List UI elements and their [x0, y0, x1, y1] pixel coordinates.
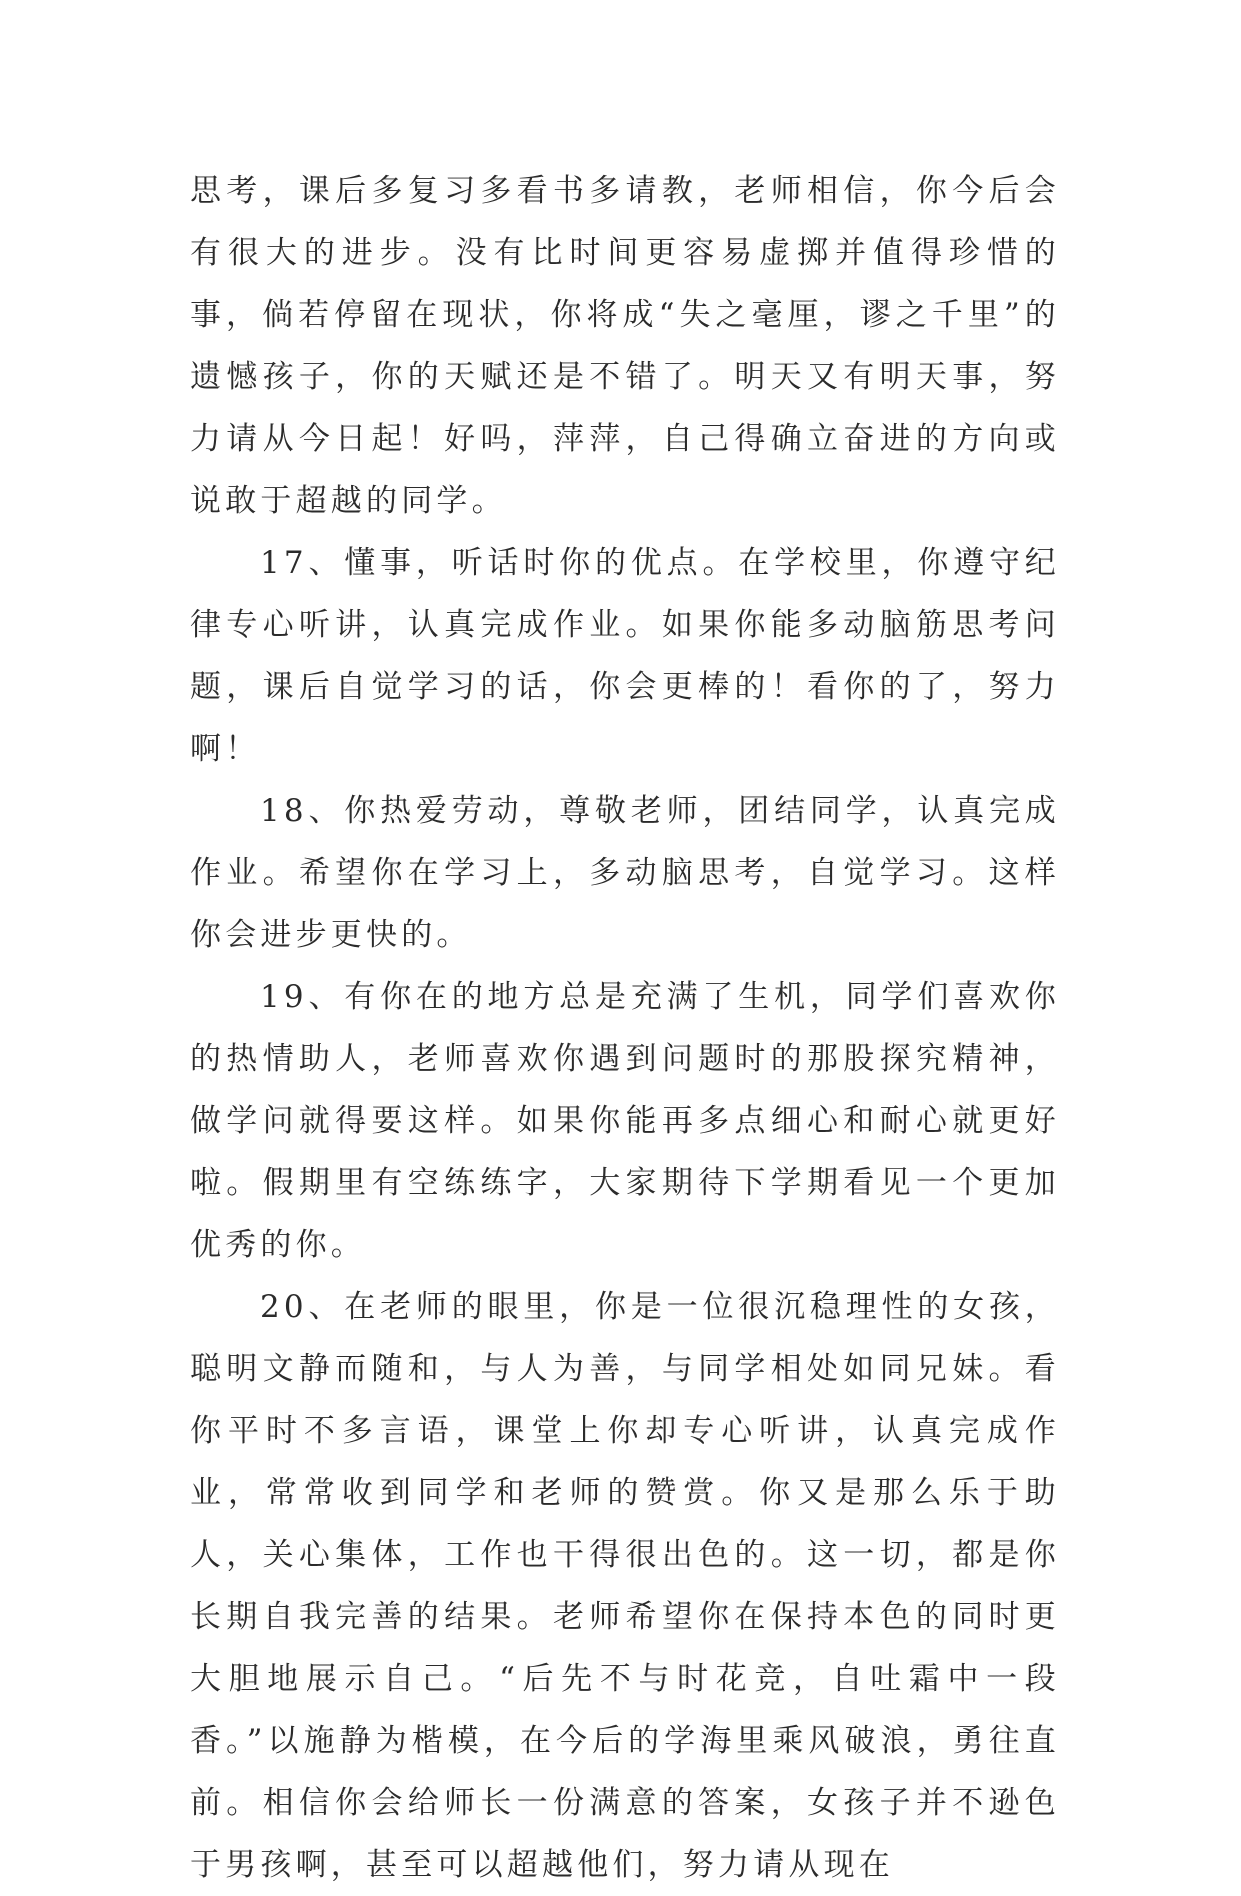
- document-page: [190, 160, 1060, 1896]
- paragraph-18: 18、你热爱劳动，尊敬老师，团结同学，认真完成作业。希望你在学习上，多动脑思考，自觉学习。这样你会进步更快的。: [190, 793, 1060, 953]
- paragraph-17: 17、懂事，听话时你的优点。在学校里，你遵守纪律专心听讲，认真完成作业。如果你能多动脑筋思考问题，课后自觉学习的话，你会更棒的！看你的了，努力啊！: [190, 545, 1060, 767]
- paragraph-continuation: 思考，课后多复习多看书多请教，老师相信，你今后会有很大的进步。没有比时间更容易虚掷并值得珍惜的事，倘若停留在现状，你将成“失之毫厘，谬之千里”的遗憾孩子，你的天赋还是不错了。明天又有明天事，努力请从今日起！好吗，萍萍，自己得确立奋进的方向或说敢于超越的同学。: [190, 173, 1060, 519]
- paragraph-19: 19、有你在的地方总是充满了生机，同学们喜欢你的热情助人，老师喜欢你遇到问题时的那股探究精神，做学问就得要这样。如果你能再多点细心和耐心就更好啦。假期里有空练练字，大家期待下学期看见一个更加优秀的你。: [190, 979, 1060, 1263]
- paragraph-20: 20、在老师的眼里，你是一位很沉稳理性的女孩，聪明文静而随和，与人为善，与同学相处如同兄妹。看你平时不多言语，课堂上你却专心听讲，认真完成作业，常常收到同学和老师的赞赏。你又是那么乐于助人，关心集体，工作也干得很出色的。这一切，都是你长期自我完善的结果。老师希望你在保持本色的同时更大胆地展示自己。“后先不与时花竞，自吐霜中一段香。”以施静为楷模，在今后的学海里乘风破浪，勇往直前。相信你会给师长一份满意的答案，女孩子并不逊色于男孩啊，甚至可以超越他们，努力请从现在: [190, 1289, 1060, 1883]
